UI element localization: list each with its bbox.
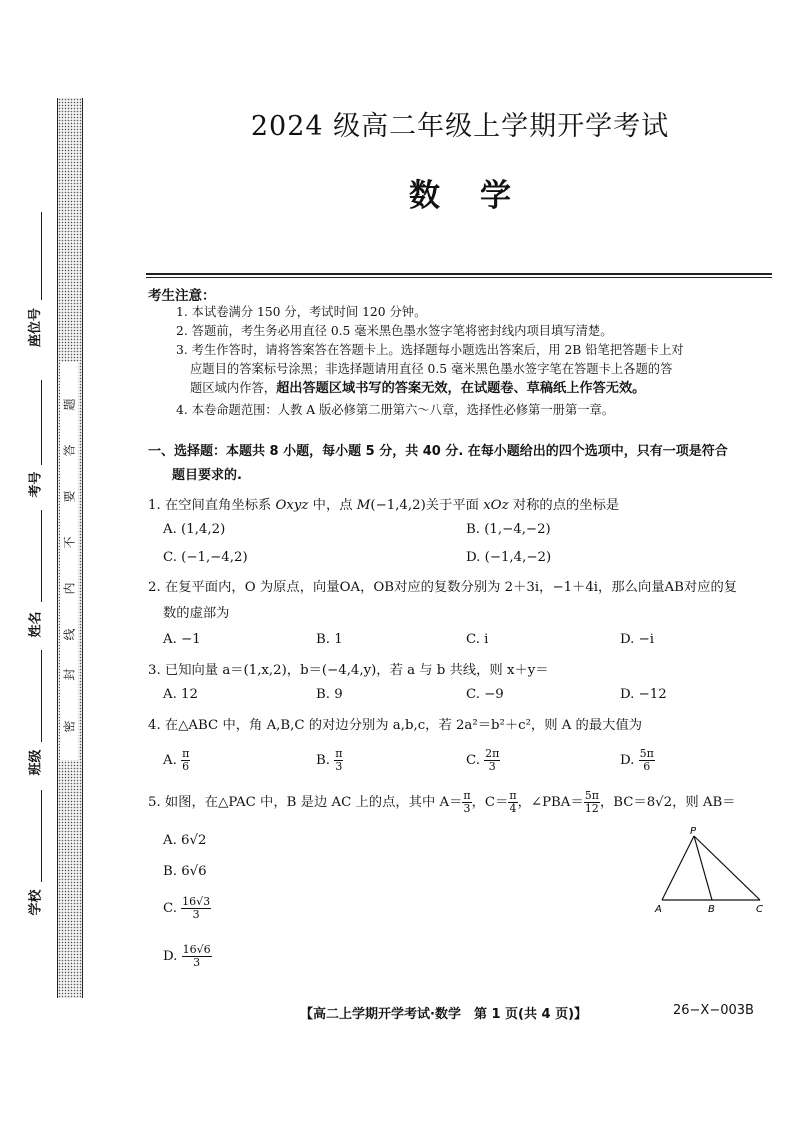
section-heading-line2: 题目要求的. [172,468,242,483]
notice-item: 1. 本试卷满分 150 分，考试时间 120 分钟。 [176,305,427,319]
question-2-line1: 2. 在复平面内，O 为原点，向量OA，OB对应的复数分别为 2＋3i，−1＋4i，那么向量AB对应的复 [148,580,738,595]
school-label: 学校 [28,889,44,916]
name-line [41,510,42,602]
q3-option-b: B. 9 [316,687,343,702]
vertex-label-c: C [756,904,763,915]
q4-option-c: C. $\frac{2\pi}{3}$ [466,747,500,773]
segment-pb [694,836,712,900]
side-pc [694,836,760,900]
q1-option-d: D. (−1,4,−2) [466,550,552,565]
section-heading-line1: 一、选择题：本题共 8 小题，每小题 5 分，共 40 分. 在每小题给出的四个选项中，只有一项是符合 [148,444,728,459]
q4-option-a: A. $\frac{\pi}{6}$ [163,747,190,773]
q3-option-a: A. 12 [163,687,198,702]
side-ap [662,836,694,900]
exam-number-label: 考号 [28,471,44,498]
question-1: 1. 在空间直角坐标系 Oxyz 中，点 M(−1,4,2)关于平面 xOz 对称的点的坐标是 [148,498,620,513]
header-rule [146,273,772,275]
seal-char: 不 [62,536,77,549]
subject-title: 数学 [409,178,551,214]
seal-char: 答 [62,444,77,457]
seal-char: 线 [62,628,77,641]
vertex-label-a: A [655,904,662,915]
question-5: 5. 如图，在△PAC 中，B 是边 AC 上的点，其中 A＝ $\frac{\pi}{3}$ ，C＝ $\frac{\pi}{4}$ ，∠PBA＝ $\frac{5\pi}{12}$ ，BC＝8√2，则 AB＝ [148,789,736,815]
question-2-line2: 数的虚部为 [163,606,230,621]
q5-option-c: C. $\frac{16√3}{3}$ [163,895,211,921]
notice-warning: 超出答题区域书写的答案无效，在试题卷、草稿纸上作答无效。 [276,381,646,396]
q2-option-d: D. −i [620,632,655,647]
q3-option-c: C. −9 [466,687,504,702]
notice-item-line [190,379,790,398]
seal-char: 要 [62,490,77,503]
question-3: 3. 已知向量 a＝(1,x,2)，b＝(−4,4,y)，若 a 与 b 共线，则 x＋y＝ [148,663,549,678]
section-heading [148,440,773,488]
q1-option-b: B. (1,−4,−2) [466,522,551,537]
q5-option-b: B. 6√6 [163,864,207,879]
q2-option-b: B. 1 [316,632,343,647]
notice-heading: 考生注意： [148,288,216,304]
page-footer: 【高二上学期开学考试·数学 第 1 页(共 4 页)】 [300,1007,588,1022]
header-rule-thin [146,277,772,278]
triangle-figure [652,826,770,918]
q1-option-a: A. (1,4,2) [163,522,226,537]
notice-item: 4. 本卷命题范围：人教 A 版必修第二册第六～八章，选择性必修第一册第一章。 [176,403,615,417]
exam-number-line [41,380,42,465]
exam-title: 2024 级高二年级上学期开学考试 [250,111,670,142]
question-4: 4. 在△ABC 中，角 A,B,C 的对边分别为 a,b,c，若 2a²＝b²＋c²，则 A 的最大值为 [148,718,643,733]
notice-text: 题区域内作答， [190,381,277,395]
seal-line-area [60,362,78,760]
q2-option-c: C. i [466,632,489,647]
seal-char: 密 [62,720,77,733]
vertex-label-b: B [708,904,715,915]
q5-option-d: D. $\frac{16√6}{3}$ [163,943,211,969]
class-line [41,650,42,742]
seat-number-line [41,212,42,300]
paper-code: 26−X−003B [673,1003,754,1018]
seal-char: 封 [62,668,77,681]
vertex-label-p: P [690,826,697,837]
notice-item: 3. 考生作答时，请将答案答在答题卡上。选择题每小题选出答案后，用 2B 铅笔把答题卡上对 [176,343,684,357]
q3-option-d: D. −12 [620,687,667,702]
q4-option-b: B. $\frac{\pi}{3}$ [316,747,343,773]
triangle-lines [662,836,760,900]
school-line [41,790,42,882]
seal-char: 内 [62,582,77,595]
q5-option-a: A. 6√2 [163,833,207,848]
q1-option-c: C. (−1,−4,2) [163,550,248,565]
q2-option-a: A. −1 [163,632,201,647]
class-label: 班级 [28,749,44,776]
notice-item: 2. 答题前，考生务必用直径 0.5 毫米黑色墨水签字笔将密封线内项目填写清楚。 [176,324,613,338]
q4-option-d: D. $\frac{5\pi}{6}$ [620,747,654,773]
seal-char: 题 [62,398,77,411]
name-label: 姓名 [28,611,44,638]
notice-item: 应题目的答案标号涂黑；非选择题请用直径 0.5 毫米黑色墨水签字笔在答题卡上各题的答 [190,362,673,376]
seat-number-label: 座位号 [28,307,44,348]
